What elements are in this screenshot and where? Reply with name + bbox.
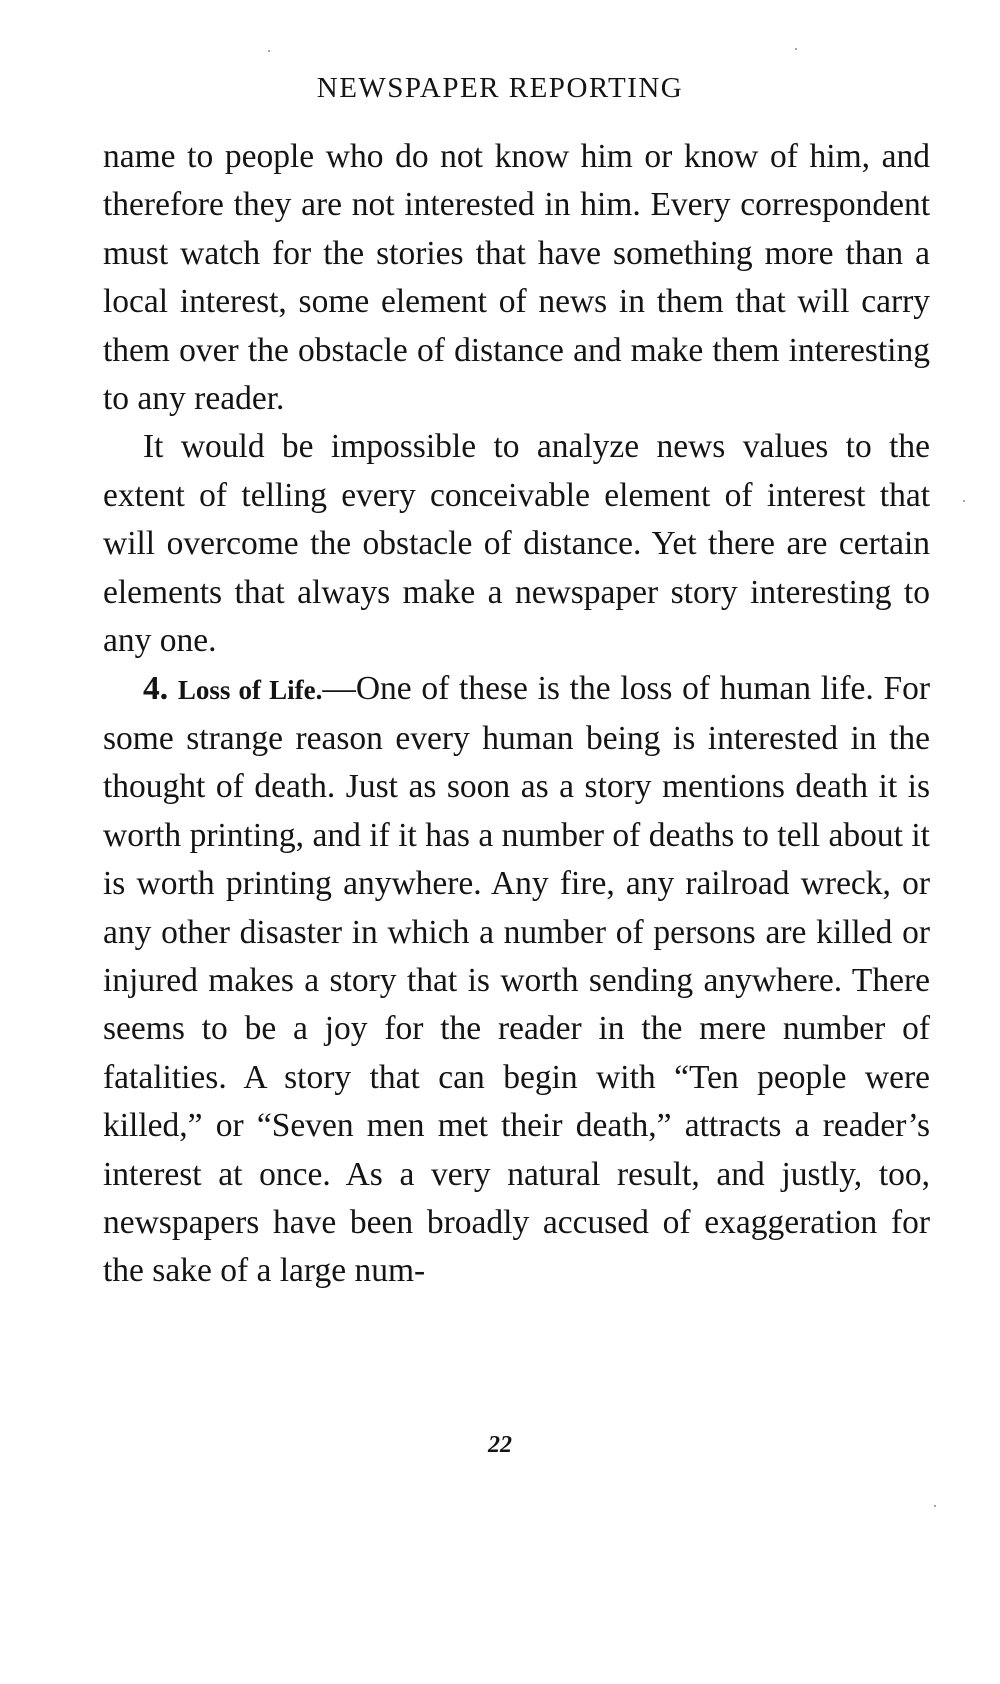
paper-speck xyxy=(963,500,965,502)
body-text xyxy=(103,133,930,1296)
paragraph-loss-of-life xyxy=(103,665,930,1295)
paragraph-news-values: It would be impossible to analyze news values to the extent of telling every conceivable element of interest that will overcome the obstacle of distance. Yet there are certain elements that always make a newspaper story interesting to any one. xyxy=(103,428,930,660)
running-head: NEWSPAPER REPORTING xyxy=(316,72,684,104)
paper-speck xyxy=(268,50,270,52)
paragraph-continuation: name to people who do not know him or know of him, and therefore they are not interested in him. Every correspondent must watch for the stories that have something more than a local interest, some element of news in them that will carry them over the obstacle of distance and make them interesting to any reader. xyxy=(103,138,930,418)
section-text: —One of these is the loss of human life. For some strange reason every human being is interested in the thought of death. Just as soon as a story mentions death it is worth printing, and if it has a number of deaths to tell about it is worth printing anywhere. Any fire, any railroad wreck, or any other disaster in which a number of persons are killed or injured makes a story that is worth sending anywhere. There seems to be a joy for the reader in the mere number of fatalities. A story that can begin with “Ten people were killed,” or “Seven men met their death,” attracts a reader’s interest at once. As a very natural result, and justly, too, newspapers have been broadly accused of exaggeration for the sake of a large num- xyxy=(103,670,930,1290)
paper-speck xyxy=(795,48,797,50)
page-number: 22 xyxy=(488,1432,512,1458)
paper-speck xyxy=(934,1505,936,1507)
section-number: 4. xyxy=(143,670,169,708)
section-heading: Loss of Life. xyxy=(177,675,323,706)
